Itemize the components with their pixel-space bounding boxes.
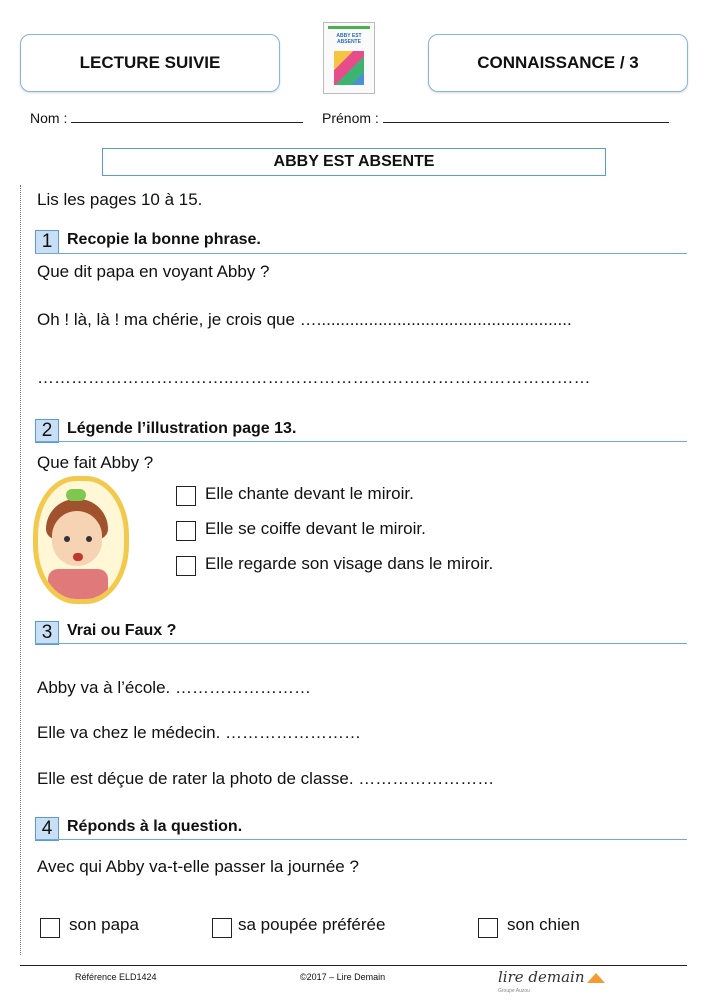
- option-visage-label: Elle regarde son visage dans le miroir.: [205, 554, 494, 573]
- prenom-line[interactable]: [383, 110, 669, 123]
- logo-mark-icon: [587, 973, 605, 983]
- statement-medecin[interactable]: Elle va chez le médecin. ……………………: [37, 723, 362, 742]
- margin-line: [20, 185, 21, 955]
- option-chien-label: son chien: [507, 915, 580, 934]
- illustration-eye-left: [64, 536, 70, 542]
- header-right-label: CONNAISSANCE / 3: [477, 53, 639, 72]
- section-4-question: Avec qui Abby va-t-elle passer la journée ?: [37, 857, 359, 876]
- footer-copyright: ©2017 – Lire Demain: [300, 972, 386, 982]
- option-chante-label: Elle chante devant le miroir.: [205, 484, 414, 503]
- header-left-box: [20, 34, 280, 92]
- section-4-number: 4: [35, 817, 59, 841]
- option-chante-checkbox[interactable]: [176, 486, 196, 506]
- option-chien-checkbox[interactable]: [478, 918, 498, 938]
- section-2-rule: [35, 441, 687, 442]
- section-3-number: 3: [35, 621, 59, 645]
- cover-illustration: [334, 51, 364, 85]
- worksheet-title-text: ABBY EST ABSENTE: [273, 153, 435, 170]
- section-3-rule: [35, 643, 687, 644]
- section-4-title: Réponds à la question.: [67, 818, 243, 835]
- nom-label: Nom :: [30, 110, 68, 126]
- book-cover-image: [323, 22, 375, 94]
- cover-bar: [328, 26, 370, 29]
- prenom-field[interactable]: [322, 110, 669, 126]
- option-coiffe-label: Elle se coiffe devant le miroir.: [205, 519, 426, 538]
- footer-rule: [20, 965, 687, 966]
- cover-title: ABBY EST ABSENTE: [336, 33, 362, 45]
- worksheet-title: [102, 148, 606, 176]
- header-left-label: LECTURE SUIVIE: [79, 53, 221, 72]
- section-2-title: Légende l’illustration page 13.: [67, 420, 297, 437]
- illustration-eye-right: [86, 536, 92, 542]
- logo-text: lire demain: [498, 968, 585, 986]
- option-coiffe-checkbox[interactable]: [176, 521, 196, 541]
- intro-text: Lis les pages 10 à 15.: [37, 190, 203, 209]
- nom-line[interactable]: [71, 110, 303, 123]
- section-1-title: Recopie la bonne phrase.: [67, 231, 261, 248]
- section-1-question: Que dit papa en voyant Abby ?: [37, 262, 270, 281]
- illustration-shirt: [48, 569, 108, 599]
- option-poupee-checkbox[interactable]: [212, 918, 232, 938]
- section-1-answer-line-2[interactable]: ……………………………..………………………………………………………: [37, 368, 591, 387]
- abby-illustration: [33, 476, 129, 604]
- section-3-title: Vrai ou Faux ?: [67, 622, 177, 639]
- header-right-box: [428, 34, 688, 92]
- footer-reference: Référence ELD1424: [75, 972, 157, 982]
- section-1-number: 1: [35, 230, 59, 254]
- option-visage-checkbox[interactable]: [176, 556, 196, 576]
- section-4-rule: [35, 839, 687, 840]
- section-1-answer-line-1[interactable]: Oh ! là, là ! ma chérie, je crois que …......................................................: [37, 310, 572, 329]
- illustration-mouth: [73, 553, 83, 561]
- option-papa-checkbox[interactable]: [40, 918, 60, 938]
- statement-photo[interactable]: Elle est déçue de rater la photo de classe. ……………………: [37, 769, 495, 788]
- lire-demain-logo: [498, 968, 605, 986]
- section-1-rule: [35, 253, 687, 254]
- prenom-label: Prénom :: [322, 110, 379, 126]
- statement-ecole[interactable]: Abby va à l’école. ……………………: [37, 678, 311, 697]
- nom-field[interactable]: [30, 110, 303, 126]
- option-papa-label: son papa: [69, 915, 139, 934]
- illustration-bow: [66, 489, 86, 501]
- option-poupee-label: sa poupée préférée: [238, 915, 386, 934]
- logo-subtitle: Groupe Auzou: [498, 988, 530, 994]
- section-2-number: 2: [35, 419, 59, 443]
- section-2-question: Que fait Abby ?: [37, 453, 154, 472]
